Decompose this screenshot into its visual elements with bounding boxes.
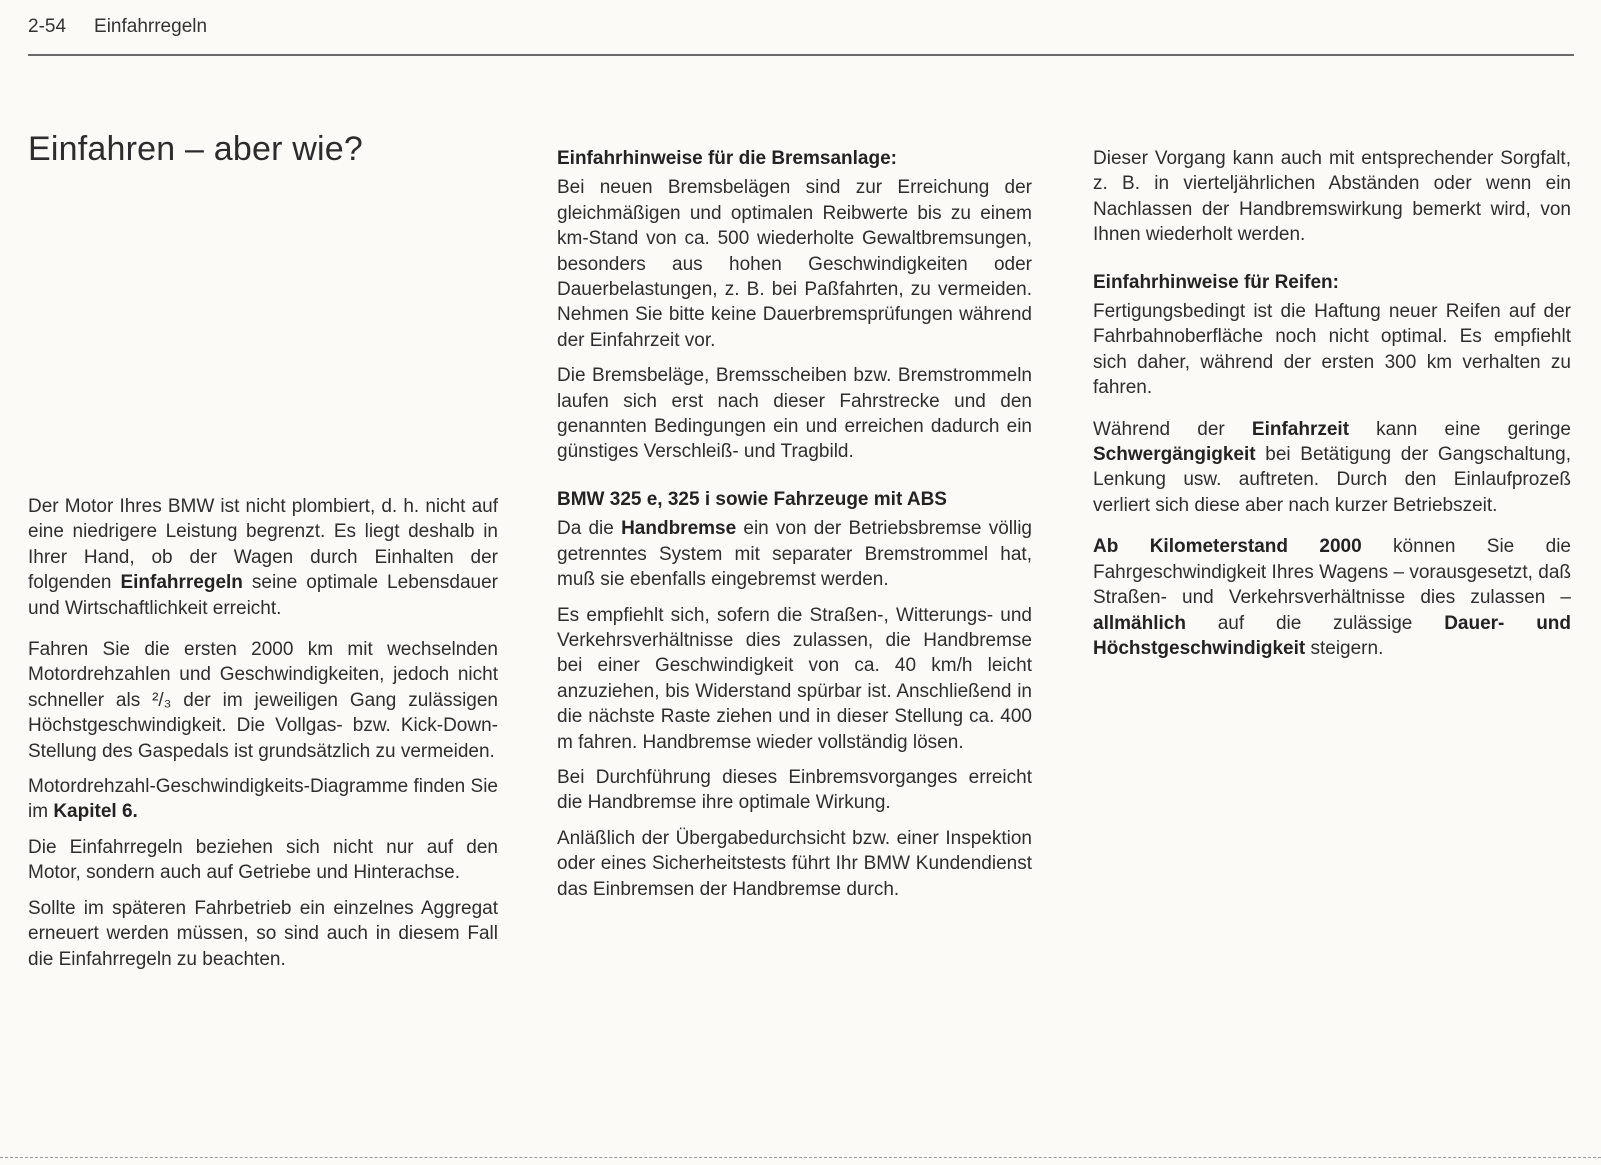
paragraph-first-2000-km: Fahren Sie die ersten 2000 km mit wechselnden Motordrehzahlen und Geschwindigkeiten, jedoch nicht schneller als ²/₃ der im jeweiligen Gang zulässigen Höchstgeschwindigkeit. Die Vollgas- bzw. Kick-Down-Stellung des Gaspedals ist grundsätzlich zu vermeiden. (28, 639, 498, 762)
column-middle (557, 146, 1032, 912)
paragraph-after-2000-km: Ab Kilometerstand 2000 können Sie die Fahrgeschwindigkeit Ihres Wagens – vorausgesetzt, daß Straßen- und Verkehrsverhältnisse dies zulassen – allmählich auf die zulässige Dauer- und Höchstgeschwindigkeit steigern. (1093, 536, 1572, 659)
paragraph-brake-wear: Die Bremsbeläge, Bremsscheiben bzw. Bremstrommeln laufen sich erst nach dieser Fahrstrecke und den genannten Bedingungen ein und erreichen dadurch ein günstiges Verschleiß- und Tragbild. (557, 365, 1032, 463)
bottom-edge (0, 1157, 1601, 1158)
section-title: Einfahrregeln (94, 16, 208, 37)
paragraph-service: Anläßlich der Übergabedurchsicht bzw. einer Inspektion oder eines Sicherheitstests führt Ihr BMW Kundendienst das Einbremsen der Handbremse durch. (557, 827, 1032, 900)
heading-bmw-325-abs: BMW 325 e, 325 i sowie Fahrzeuge mit ABS (557, 488, 947, 510)
page-number: 2-54 (28, 16, 67, 37)
paragraph-diagram-reference: Motordrehzahl-Geschwindigkeits-Diagramme finden Sie im Kapitel 6. (28, 776, 498, 823)
paragraph-repeat-procedure: Dieser Vorgang kann auch mit entsprechender Sorgfalt, z. B. in vierteljährlichen Abständen oder wenn ein Nachlassen der Handbremswirkung bemerkt wird, von Ihnen wiederholt werden. (1093, 148, 1571, 246)
paragraph-scope: Die Einfahrregeln beziehen sich nicht nur auf den Motor, sondern auch auf Getriebe und Hinterachse. (28, 836, 498, 884)
paragraph-motor: Der Motor Ihres BMW ist nicht plombiert, d. h. nicht auf eine niedrigere Leistung begrenzt. Es liegt deshalb in Ihrer Hand, ob der Wagen durch Einhalten der folgenden Einfahrregeln seine optimale Lebensdauer und Wirtschaftlichkeit erreicht. (28, 496, 498, 619)
paragraph-handbrake-system: Da die Handbremse ein von der Betriebsbremse völlig getrenntes System mit separater Bremstrommel hat, muß sie ebenfalls eingebremst werden. (557, 518, 1033, 591)
header-divider (28, 54, 1574, 56)
heading-tires: Einfahrhinweise für Reifen: (1093, 271, 1339, 293)
paragraph-tires: Fertigungsbedingt ist die Haftung neuer Reifen auf der Fahrbahnoberfläche noch nicht optimal. Es empfiehlt sich daher, während der ersten 300 km verhalten zu fahren. (1093, 301, 1571, 399)
paragraph-handbrake-procedure: Es empfiehlt sich, sofern die Straßen-, Witterungs- und Verkehrsverhältnisse dies zulassen, die Handbremse bei einer Geschwindigkeit von ca. 40 km/h leicht anzuziehen, bis Widerstand spürbar ist. Anschließend in die nächste Raste ziehen und in dieser Stellung ca. 400 m fahren. Handbremse wieder vollständig lösen. (557, 604, 1032, 753)
paragraph-handbrake-effect: Bei Durchführung dieses Einbremsvorganges erreicht die Handbremse ihre optimale Wirkung. (557, 766, 1032, 814)
paragraph-brake-pads: Bei neuen Bremsbelägen sind zur Erreichung der gleichmäßigen und optimalen Reibwerte bis zu einem km-Stand von ca. 500 wiederholte Gewaltbremsungen, besonders aus hohen Geschwindigkeiten oder Dauerbelastungen, z. B. bei Paßfahrten, zu vermeiden. Nehmen Sie bitte keine Dauerbremsprüfungen während der Einfahrzeit vor. (557, 177, 1032, 351)
page-title: Einfahren – aber wie? (28, 130, 363, 168)
page-header (28, 16, 207, 38)
heading-brakes: Einfahrhinweise für die Bremsanlage: (557, 148, 897, 169)
paragraph-break-in-period: Während der Einfahrzeit kann eine geringe Schwergängigkeit bei Betätigung der Gangschaltung, Lenkung usw. auftreten. Durch den Einlaufprozeß verliert sich diese aber nach kurzer Betriebszeit. (1093, 418, 1572, 516)
column-right (1093, 146, 1571, 671)
paragraph-replacement: Sollte im späteren Fahrbetrieb ein einzelnes Aggregat erneuert werden müssen, so sind auch in diesem Fall die Einfahrregeln zu beachten. (28, 897, 498, 970)
column-left (28, 494, 498, 982)
